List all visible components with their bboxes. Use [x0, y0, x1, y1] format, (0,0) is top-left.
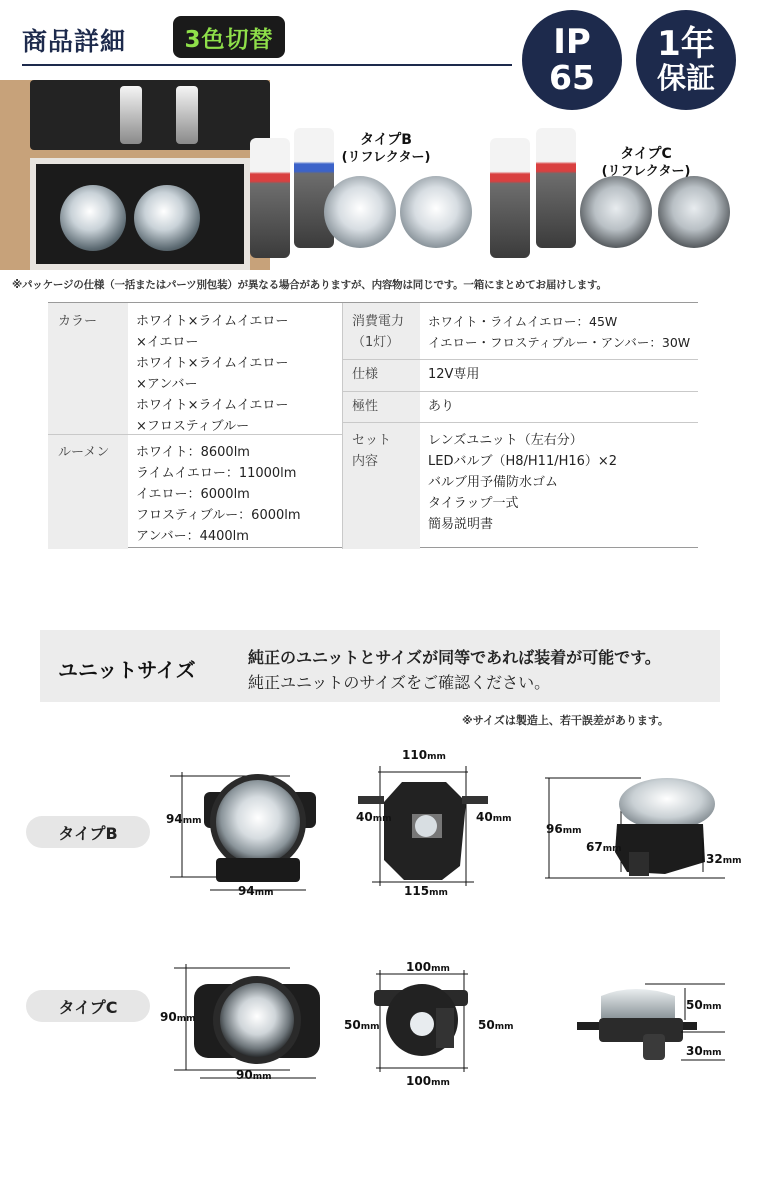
- led-bulb-image: [250, 138, 290, 258]
- power-line: ホワイト・ライムイエロー：45W: [428, 314, 618, 329]
- ip-badge-line1: IP: [553, 21, 591, 62]
- type-c-back-left: [344, 1018, 379, 1032]
- dim-unit: mm: [494, 1022, 514, 1032]
- unit-size-text: [248, 645, 661, 695]
- color-line: ×フロスティブルー: [136, 419, 250, 434]
- lumen-line: ライムイエロー：11000lm: [136, 466, 297, 481]
- set-label-line: セット: [352, 433, 392, 448]
- type-b-pill: タイプB: [26, 816, 150, 848]
- type-c-back-right: [478, 1018, 513, 1032]
- fog-lamp-image: [580, 176, 652, 248]
- table-divider: [342, 391, 698, 392]
- lumen-line: ホワイト：8600lm: [136, 445, 250, 460]
- dim-value: 50: [686, 998, 703, 1012]
- dim-value: 32: [706, 852, 723, 866]
- dim-unit: mm: [562, 826, 582, 836]
- led-bulb-image: [536, 128, 576, 248]
- dim-value: 96: [546, 822, 563, 836]
- type-b-side-height: [546, 822, 581, 836]
- type-b-side-mid: [586, 840, 621, 854]
- color-line: ホワイト×ライムイエロー: [136, 356, 289, 371]
- package-photo: [0, 80, 270, 270]
- dim-unit: mm: [702, 1048, 722, 1058]
- table-divider: [342, 303, 343, 549]
- package-note: ※パッケージの仕様（一括またはパーツ別包装）が異なる場合がありますが、内容物は同じです。一箱にまとめてお届けします。: [12, 279, 607, 291]
- unit-size-title: ユニットサイズ: [58, 658, 196, 682]
- package-lamp: [134, 185, 200, 251]
- set-line: バルブ用予備防水ゴム: [428, 475, 559, 490]
- spec-label-color: カラー: [48, 303, 128, 434]
- table-divider: [342, 359, 698, 360]
- set-line: 簡易説明書: [428, 517, 494, 532]
- dim-unit: mm: [372, 814, 392, 824]
- fog-lamp-image: [658, 176, 730, 248]
- set-line: タイラップ一式: [428, 496, 519, 511]
- dim-value: 94: [166, 812, 183, 826]
- warranty-badge-line2: 保証: [656, 60, 715, 95]
- type-b-back-bottom: [404, 884, 448, 898]
- color-line: ×イエロー: [136, 335, 199, 350]
- table-divider: [342, 422, 698, 423]
- color-line: ホワイト×ライムイエロー: [136, 314, 289, 329]
- dim-unit: mm: [431, 1078, 450, 1088]
- page-title: 商品詳細: [22, 27, 127, 56]
- dim-unit: mm: [360, 1022, 380, 1032]
- type-b-front-diagram: [160, 762, 340, 902]
- type-b-side-depth: [706, 852, 741, 866]
- package-bulb: [176, 86, 198, 144]
- spec-value-set: [420, 422, 698, 549]
- lumen-line: イエロー：6000lm: [136, 487, 250, 502]
- warranty-badge-line1: 1年: [657, 23, 715, 64]
- power-label-line: 消費電力: [352, 314, 405, 329]
- unit-size-line1: 純正のユニットとサイズが同等であれば装着が可能です。: [248, 648, 661, 667]
- color-line: ×アンバー: [136, 377, 198, 392]
- type-c-side-depth: [686, 1044, 721, 1058]
- type-b-back-right: [476, 810, 511, 824]
- type-c-pill: タイプC: [26, 990, 150, 1022]
- dim-unit: mm: [182, 816, 202, 826]
- fog-lamp-image: [324, 176, 396, 248]
- dim-value: 94: [238, 884, 255, 898]
- type-c-side-height: [686, 998, 721, 1012]
- dim-value: 100: [406, 1074, 432, 1088]
- type-c-front-height: [160, 1010, 195, 1024]
- spec-value-power: [420, 303, 698, 359]
- type-c-photo-subtitle: (リフレクター): [601, 163, 691, 179]
- unit-size-line2: 純正ユニットのサイズをご確認ください。: [248, 673, 551, 692]
- spec-label-set: [342, 422, 420, 549]
- dim-value: 40: [356, 810, 373, 824]
- dim-value: 90: [160, 1010, 177, 1024]
- type-b-front-width: [238, 884, 273, 898]
- spec-value-lumen: [128, 434, 342, 549]
- type-b-back-diagram: [350, 756, 490, 896]
- dim-unit: mm: [254, 888, 274, 898]
- dim-unit: mm: [427, 752, 446, 762]
- type-c-back-top: [406, 960, 450, 974]
- header-rule: [22, 64, 512, 66]
- type-b-front-height: [166, 812, 201, 826]
- set-line: LEDバルブ（H8/H11/H16）×2: [428, 454, 618, 469]
- ip-badge-line2: 65: [549, 57, 595, 97]
- type-c-front-width: [236, 1068, 271, 1082]
- type-b-photo-title: タイプB: [360, 132, 412, 148]
- dim-value: 67: [586, 840, 603, 854]
- color-line: ホワイト×ライムイエロー: [136, 398, 289, 413]
- three-color-badge: 3色切替: [173, 16, 285, 58]
- dim-value: 90: [236, 1068, 253, 1082]
- spec-value-color: [128, 303, 342, 434]
- lumen-line: アンバー：4400lm: [136, 529, 249, 544]
- dim-value: 50: [478, 1018, 495, 1032]
- power-line: イエロー・フロスティブルー・アンバー：30W: [428, 335, 691, 350]
- spec-value-polarity: あり: [428, 399, 455, 414]
- set-label-line: 内容: [352, 454, 379, 469]
- spec-table: [48, 302, 698, 548]
- dim-unit: mm: [722, 856, 742, 866]
- size-tolerance-note: ※サイズは製造上、若干誤差があります。: [462, 714, 669, 727]
- dim-unit: mm: [176, 1014, 196, 1024]
- type-b-photo-label: [336, 132, 436, 166]
- table-divider: [48, 434, 342, 435]
- spec-label-spec: 仕様: [342, 359, 420, 391]
- fog-lamp-image: [400, 176, 472, 248]
- dim-unit: mm: [492, 814, 512, 824]
- dim-value: 100: [406, 960, 432, 974]
- type-c-photo-title: タイプC: [620, 146, 672, 162]
- dim-value: 50: [344, 1018, 361, 1032]
- dim-unit: mm: [429, 888, 448, 898]
- power-label-line: （1灯）: [352, 335, 400, 350]
- type-c-photo-label: [594, 146, 698, 180]
- dim-unit: mm: [602, 844, 622, 854]
- dim-value: 110: [402, 748, 428, 762]
- type-b-back-top: [402, 748, 446, 762]
- dim-unit: mm: [702, 1002, 722, 1012]
- dim-value: 40: [476, 810, 493, 824]
- dim-unit: mm: [252, 1072, 272, 1082]
- type-b-back-left: [356, 810, 391, 824]
- package-lamp: [60, 185, 126, 251]
- package-foam-top: [30, 80, 270, 150]
- spec-value-spec: 12V専用: [428, 367, 480, 382]
- type-c-back-bottom: [406, 1074, 450, 1088]
- dim-unit: mm: [431, 964, 450, 974]
- spec-label-power: [342, 303, 420, 359]
- spec-label-polarity: 極性: [342, 391, 420, 422]
- led-bulb-image: [490, 138, 530, 258]
- package-bulb: [120, 86, 142, 144]
- spec-label-lumen: ルーメン: [48, 434, 128, 549]
- dim-value: 30: [686, 1044, 703, 1058]
- set-line: レンズユニット（左右分）: [428, 433, 583, 448]
- dim-value: 115: [404, 884, 430, 898]
- type-b-photo-subtitle: (リフレクター): [341, 149, 431, 165]
- product-photo-strip: [0, 80, 760, 270]
- lumen-line: フロスティブルー：6000lm: [136, 508, 301, 523]
